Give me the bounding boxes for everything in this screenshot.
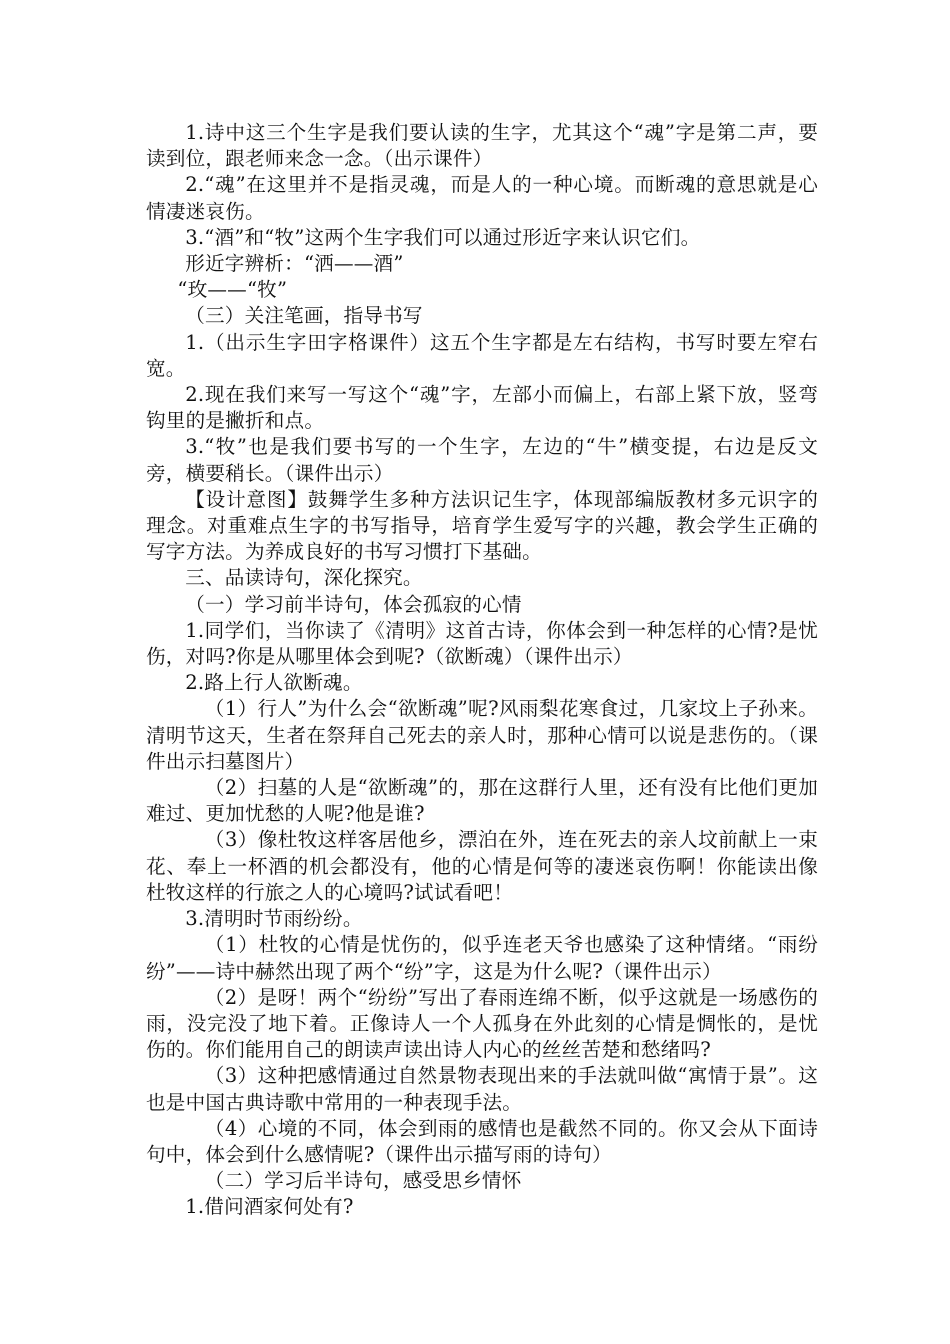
paragraph-24: 1.借问酒家何处有? [185, 1195, 354, 1219]
subsection-heading-2: （二）学习后半诗句，感受思乡情怀 [204, 1169, 522, 1193]
paragraph-14: 2.路上行人欲断魂。 [185, 671, 363, 695]
paragraph-3: 3.“酒”和“牧”这两个生字我们可以通过形近字来认识它们。 [185, 225, 701, 249]
paragraph-16: （2）扫墓的人是“欲断魂”的，那在这群行人里，还有没有比他们更加难过、更加忧愁的人呢?他是谁? [146, 776, 818, 826]
paragraph-7: 1.（出示生字田字格课件）这五个生字都是左右结构，书写时要左窄右宽。 [146, 330, 818, 380]
paragraph-21: （3）这种把感情通过自然景物表现出来的手法就叫做“寓情于景”。这也是中国古典诗歌中常用的一种表现手法。 [146, 1064, 818, 1114]
paragraph-13: 1.同学们，当你读了《清明》这首古诗，你体会到一种怎样的心情?是忧伤，对吗?你是从哪里体会到呢?（欲断魂）（课件出示） [146, 618, 818, 669]
paragraph-2: 2.“魂”在这里并不是指灵魂，而是人的一种心境。而断魂的意思就是心情凄迷哀伤。 [146, 173, 818, 223]
section-heading-main-3: 三、品读诗句，深化探究。 [185, 566, 423, 590]
document-body [146, 120, 818, 1221]
paragraph-19: （1）杜牧的心情是忧伤的，似乎连老天爷也感染了这种情绪。“雨纷纷”——诗中赫然出现了两个“纷”字，这是为什么呢?（课件出示） [146, 933, 818, 983]
paragraph-18: 3.清明时节雨纷纷。 [185, 907, 363, 931]
paragraph-22: （4）心境的不同，体会到雨的感情也是截然不同的。你又会从下面诗句中，体会到什么感情呢?（课件出示描写雨的诗句） [146, 1116, 818, 1166]
paragraph-15: （1）行人”为什么会“欲断魂”呢?风雨梨花寒食过，几家坟上子孙来。清明节这天，生者在祭拜自己死去的亲人时，那种心情可以说是悲伤的。（课件出示扫墓图片） [146, 697, 818, 773]
paragraph-4: 形近字辨析：“洒——酒” [185, 252, 404, 276]
section-heading-3: （三）关注笔画，指导书写 [185, 304, 423, 328]
paragraph-17: （3）像杜牧这样客居他乡，漂泊在外，连在死去的亲人坟前献上一束花、奉上一杯酒的机会都没有，他的心情是何等的凄迷哀伤啊！你能读出像杜牧这样的行旅之人的心境吗?试试看吧！ [146, 828, 818, 904]
paragraph-20: （2）是呀！两个“纷纷”写出了春雨连绵不断，似乎这就是一场感伤的雨，没完没了地下着。正像诗人一个人孤身在外此刻的心情是惆怅的，是忧伤的。你们能用自己的朗读声读出诗人内心的丝丝苦楚和愁绪吗? [146, 985, 818, 1062]
design-intent-paragraph: 【设计意图】鼓舞学生多种方法识记生字，体现部编版教材多元识字的理念。对重难点生字的书写指导，培育学生爱写字的兴趣，教会学生正确的写字方法。为养成良好的书写习惯打下基础。 [146, 487, 818, 564]
subsection-heading-1: （一）学习前半诗句，体会孤寂的心情 [185, 592, 522, 616]
paragraph-5: “玫——“牧” [177, 278, 288, 302]
paragraph-8: 2.现在我们来写一写这个“魂”字，左部小而偏上，右部上紧下放，竖弯钩里的是撇折和点。 [146, 383, 818, 433]
paragraph-1: 1.诗中这三个生字是我们要认读的生字，尤其这个“魂”字是第二声，要读到位，跟老师来念一念。（出示课件） [146, 121, 818, 171]
paragraph-9: 3.“牧”也是我们要书写的一个生字，左边的“牛”横变提，右边是反文旁，横要稍长。（课件出示） [146, 435, 818, 485]
